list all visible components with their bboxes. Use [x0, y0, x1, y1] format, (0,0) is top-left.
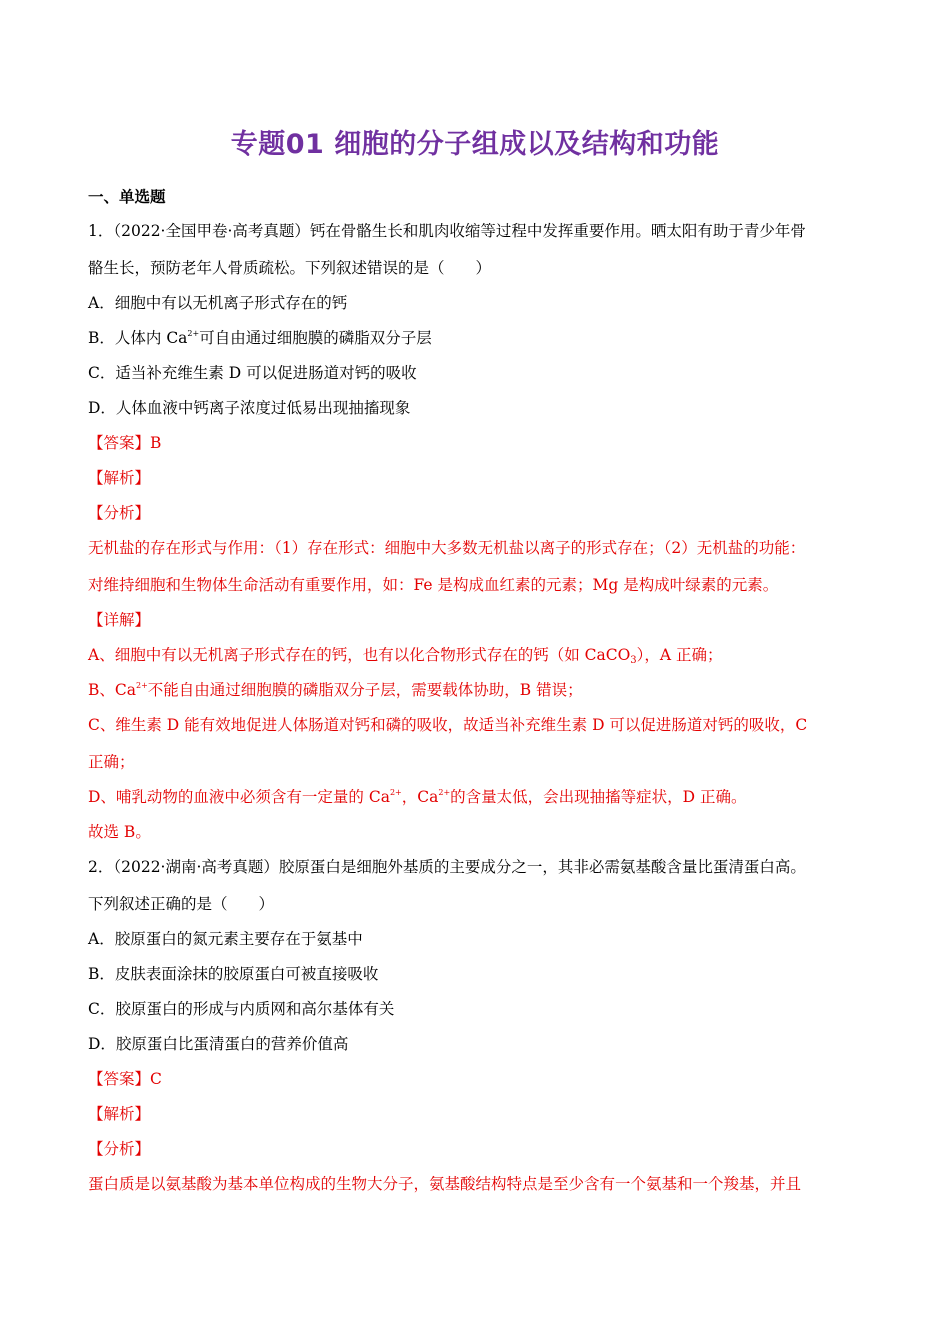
q1-option-c: C．适当补充维生素 D 可以促进肠道对钙的吸收: [88, 364, 417, 382]
q2-fenxi-label: 【分析】: [88, 1140, 151, 1158]
q1-detail-c-line-2: 正确；: [88, 753, 135, 771]
q1-option-d: D．人体血液中钙离子浓度过低易出现抽搐现象: [88, 399, 411, 417]
q1-detail-a: A、细胞中有以无机离子形式存在的钙，也有以化合物形式存在的钙（如 CaCO$_3$），A 正确；: [88, 646, 723, 666]
q2-option-b: B．皮肤表面涂抹的胶原蛋白可被直接吸收: [88, 965, 379, 983]
q1-jiexi-label: 【解析】: [88, 469, 151, 487]
section-heading: 一、单选题: [88, 187, 166, 206]
q1-fenxi-line-1: 无机盐的存在形式与作用：（1）存在形式：细胞中大多数无机盐以离子的形式存在；（2）无机盐的功能：: [88, 539, 806, 557]
q2-answer: 【答案】C: [88, 1070, 162, 1088]
q2-option-c: C．胶原蛋白的形成与内质网和高尔基体有关: [88, 1000, 395, 1018]
page-title: 专题01 细胞的分子组成以及结构和功能: [230, 129, 720, 160]
q2-option-d: D．胶原蛋白比蛋清蛋白的营养价值高: [88, 1035, 349, 1053]
q1-detail-c-line-1: C、维生素 D 能有效地促进人体肠道对钙和磷的吸收，故适当补充维生素 D 可以促进肠道对钙的吸收，C: [88, 716, 808, 734]
q1-detail-b: B、$Ca^{2+}$不能自由通过细胞膜的磷脂双分子层，需要载体协助，B 错误；: [88, 681, 583, 699]
q1-conclusion: 故选 B。: [88, 823, 151, 841]
q1-option-b: B．人体内 $Ca^{2+}$可自由通过细胞膜的磷脂双分子层: [88, 329, 432, 347]
q2-stem-line-1: 2．（2022·湖南·高考真题）胶原蛋白是细胞外基质的主要成分之一，其非必需氨基酸含量比蛋清蛋白高。: [88, 858, 806, 876]
q1-stem-line-1: 1．（2022·全国甲卷·高考真题）钙在骨骼生长和肌肉收缩等过程中发挥重要作用。晒太阳有助于青少年骨: [88, 222, 806, 240]
q2-option-a: A．胶原蛋白的氮元素主要存在于氨基中: [88, 930, 363, 948]
q1-detail-d: D、哺乳动物的血液中必须含有一定量的 $Ca^{2+}$，$Ca^{2+}$的含量太低，会出现抽搐等症状，D 正确。: [88, 788, 747, 806]
q1-option-a: A．细胞中有以无机离子形式存在的钙: [88, 294, 348, 312]
q1-fenxi-line-2: 对维持细胞和生物体生命活动有重要作用，如：Fe 是构成血红素的元素；Mg 是构成叶绿素的元素。: [88, 576, 779, 594]
q2-stem-line-2: 下列叙述正确的是（ ）: [88, 895, 275, 913]
q2-jiexi-label: 【解析】: [88, 1105, 151, 1123]
q2-fenxi-line-1: 蛋白质是以氨基酸为基本单位构成的生物大分子，氨基酸结构特点是至少含有一个氨基和一个羧基，并且: [88, 1175, 802, 1193]
q1-fenxi-label: 【分析】: [88, 504, 151, 522]
q1-stem-line-2: 骼生长，预防老年人骨质疏松。下列叙述错误的是（ ）: [88, 259, 492, 277]
q1-answer: 【答案】B: [88, 434, 162, 452]
q1-xiangjie-label: 【详解】: [88, 611, 151, 629]
